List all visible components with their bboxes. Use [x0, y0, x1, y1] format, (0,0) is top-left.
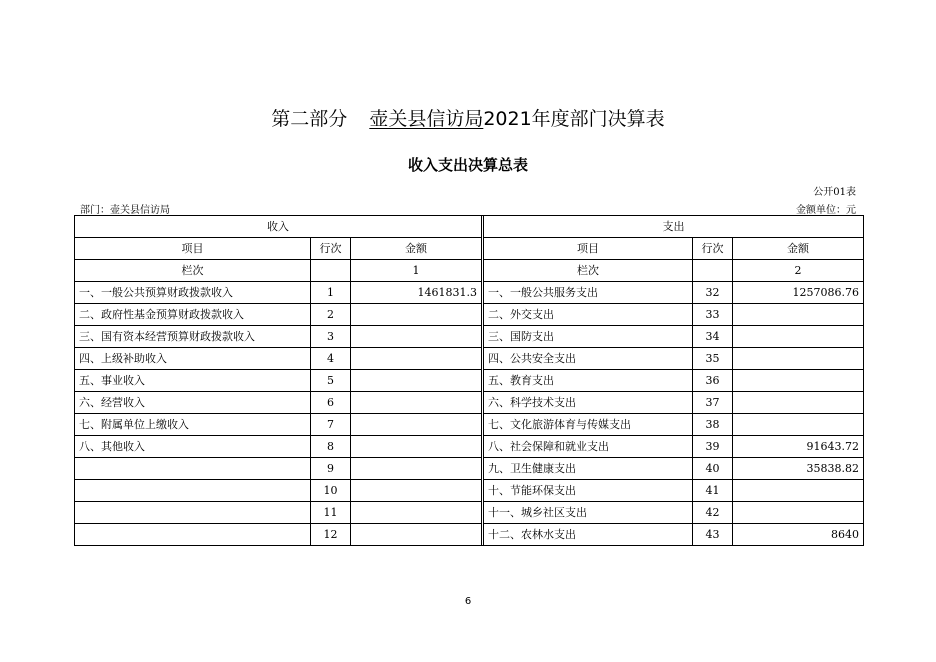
expense-line: 42 — [693, 502, 733, 524]
table-row — [75, 458, 864, 480]
income-expense-table — [74, 215, 864, 546]
income-amount — [351, 348, 482, 370]
income-item: 八、其他收入 — [75, 436, 311, 458]
column-header-row — [75, 238, 864, 260]
income-item: 三、国有资本经营预算财政拨款收入 — [75, 326, 311, 348]
income-amount — [351, 480, 482, 502]
income-amount — [351, 436, 482, 458]
expense-line: 40 — [693, 458, 733, 480]
income-item: 二、政府性基金预算财政拨款收入 — [75, 304, 311, 326]
income-line: 4 — [311, 348, 351, 370]
expense-section-header: 支出 — [484, 216, 864, 238]
expense-amount — [733, 480, 864, 502]
income-line: 7 — [311, 414, 351, 436]
expense-amount — [733, 326, 864, 348]
income-amount — [351, 326, 482, 348]
income-line: 6 — [311, 392, 351, 414]
income-lanci-value: 1 — [351, 260, 482, 282]
title-year-suffix: 2021年度部门决算表 — [483, 108, 665, 130]
section-header-row — [75, 216, 864, 238]
income-line: 9 — [311, 458, 351, 480]
expense-line: 32 — [693, 282, 733, 304]
expense-amount — [733, 348, 864, 370]
expense-line-header: 行次 — [693, 238, 733, 260]
income-line-header: 行次 — [311, 238, 351, 260]
department-label: 部门：壶关县信访局 — [80, 205, 170, 216]
expense-item: 十、节能环保支出 — [484, 480, 693, 502]
expense-line: 37 — [693, 392, 733, 414]
income-line: 11 — [311, 502, 351, 524]
expense-amount — [733, 370, 864, 392]
table-row — [75, 370, 864, 392]
expense-item: 八、社会保障和就业支出 — [484, 436, 693, 458]
income-item: 六、经营收入 — [75, 392, 311, 414]
income-amount — [351, 370, 482, 392]
income-amount: 1461831.3 — [351, 282, 482, 304]
expense-line: 33 — [693, 304, 733, 326]
expense-item: 九、卫生健康支出 — [484, 458, 693, 480]
income-line: 10 — [311, 480, 351, 502]
income-line: 2 — [311, 304, 351, 326]
expense-item: 十一、城乡社区支出 — [484, 502, 693, 524]
currency-unit-label: 金额单位：元 — [796, 205, 856, 216]
income-item — [75, 524, 311, 546]
table-row — [75, 348, 864, 370]
income-amount — [351, 502, 482, 524]
income-section-header: 收入 — [75, 216, 482, 238]
expense-line: 43 — [693, 524, 733, 546]
expense-item: 三、国防支出 — [484, 326, 693, 348]
expense-amount — [733, 414, 864, 436]
income-item: 五、事业收入 — [75, 370, 311, 392]
income-item: 一、一般公共预算财政拨款收入 — [75, 282, 311, 304]
expense-item-header: 项目 — [484, 238, 693, 260]
income-line: 12 — [311, 524, 351, 546]
page-number: 6 — [464, 596, 472, 607]
form-code: 公开01表 — [813, 187, 856, 198]
expense-item: 七、文化旅游体育与传媒支出 — [484, 414, 693, 436]
table-row — [75, 282, 864, 304]
expense-amount: 91643.72 — [733, 436, 864, 458]
expense-item: 二、外交支出 — [484, 304, 693, 326]
title-org-name: 壶关县信访局 — [369, 108, 484, 130]
table-row — [75, 436, 864, 458]
income-line: 3 — [311, 326, 351, 348]
income-item — [75, 458, 311, 480]
table-row — [75, 326, 864, 348]
income-amount — [351, 304, 482, 326]
expense-item: 十二、农林水支出 — [484, 524, 693, 546]
expense-line: 34 — [693, 326, 733, 348]
expense-amount — [733, 502, 864, 524]
expense-amount — [733, 392, 864, 414]
table-row — [75, 392, 864, 414]
expense-lanci-label: 栏次 — [484, 260, 693, 282]
income-item-header: 项目 — [75, 238, 311, 260]
expense-lanci-value: 2 — [733, 260, 864, 282]
income-lanci-label: 栏次 — [75, 260, 311, 282]
expense-amount: 1257086.76 — [733, 282, 864, 304]
income-item — [75, 480, 311, 502]
expense-line: 36 — [693, 370, 733, 392]
income-item: 七、附属单位上缴收入 — [75, 414, 311, 436]
table-row — [75, 414, 864, 436]
expense-line: 39 — [693, 436, 733, 458]
expense-item: 六、科学技术支出 — [484, 392, 693, 414]
table-row — [75, 502, 864, 524]
income-item: 四、上级补助收入 — [75, 348, 311, 370]
income-amount — [351, 458, 482, 480]
income-line: 5 — [311, 370, 351, 392]
income-amount — [351, 392, 482, 414]
column-index-row — [75, 260, 864, 282]
expense-amount: 8640 — [733, 524, 864, 546]
expense-amount-header: 金额 — [733, 238, 864, 260]
expense-item: 一、一般公共服务支出 — [484, 282, 693, 304]
expense-line: 38 — [693, 414, 733, 436]
expense-item: 四、公共安全支出 — [484, 348, 693, 370]
table-row — [75, 304, 864, 326]
table-row — [75, 524, 864, 546]
income-amount — [351, 414, 482, 436]
income-amount-header: 金额 — [351, 238, 482, 260]
income-item — [75, 502, 311, 524]
table-subtitle: 收入支出决算总表 — [407, 156, 528, 174]
expense-amount: 35838.82 — [733, 458, 864, 480]
expense-line: 41 — [693, 480, 733, 502]
document-title — [0, 104, 936, 131]
income-amount — [351, 524, 482, 546]
expense-amount — [733, 304, 864, 326]
expense-line: 35 — [693, 348, 733, 370]
table-row — [75, 480, 864, 502]
income-line: 8 — [311, 436, 351, 458]
expense-item: 五、教育支出 — [484, 370, 693, 392]
income-line: 1 — [311, 282, 351, 304]
title-part: 第二部分 — [271, 108, 348, 130]
